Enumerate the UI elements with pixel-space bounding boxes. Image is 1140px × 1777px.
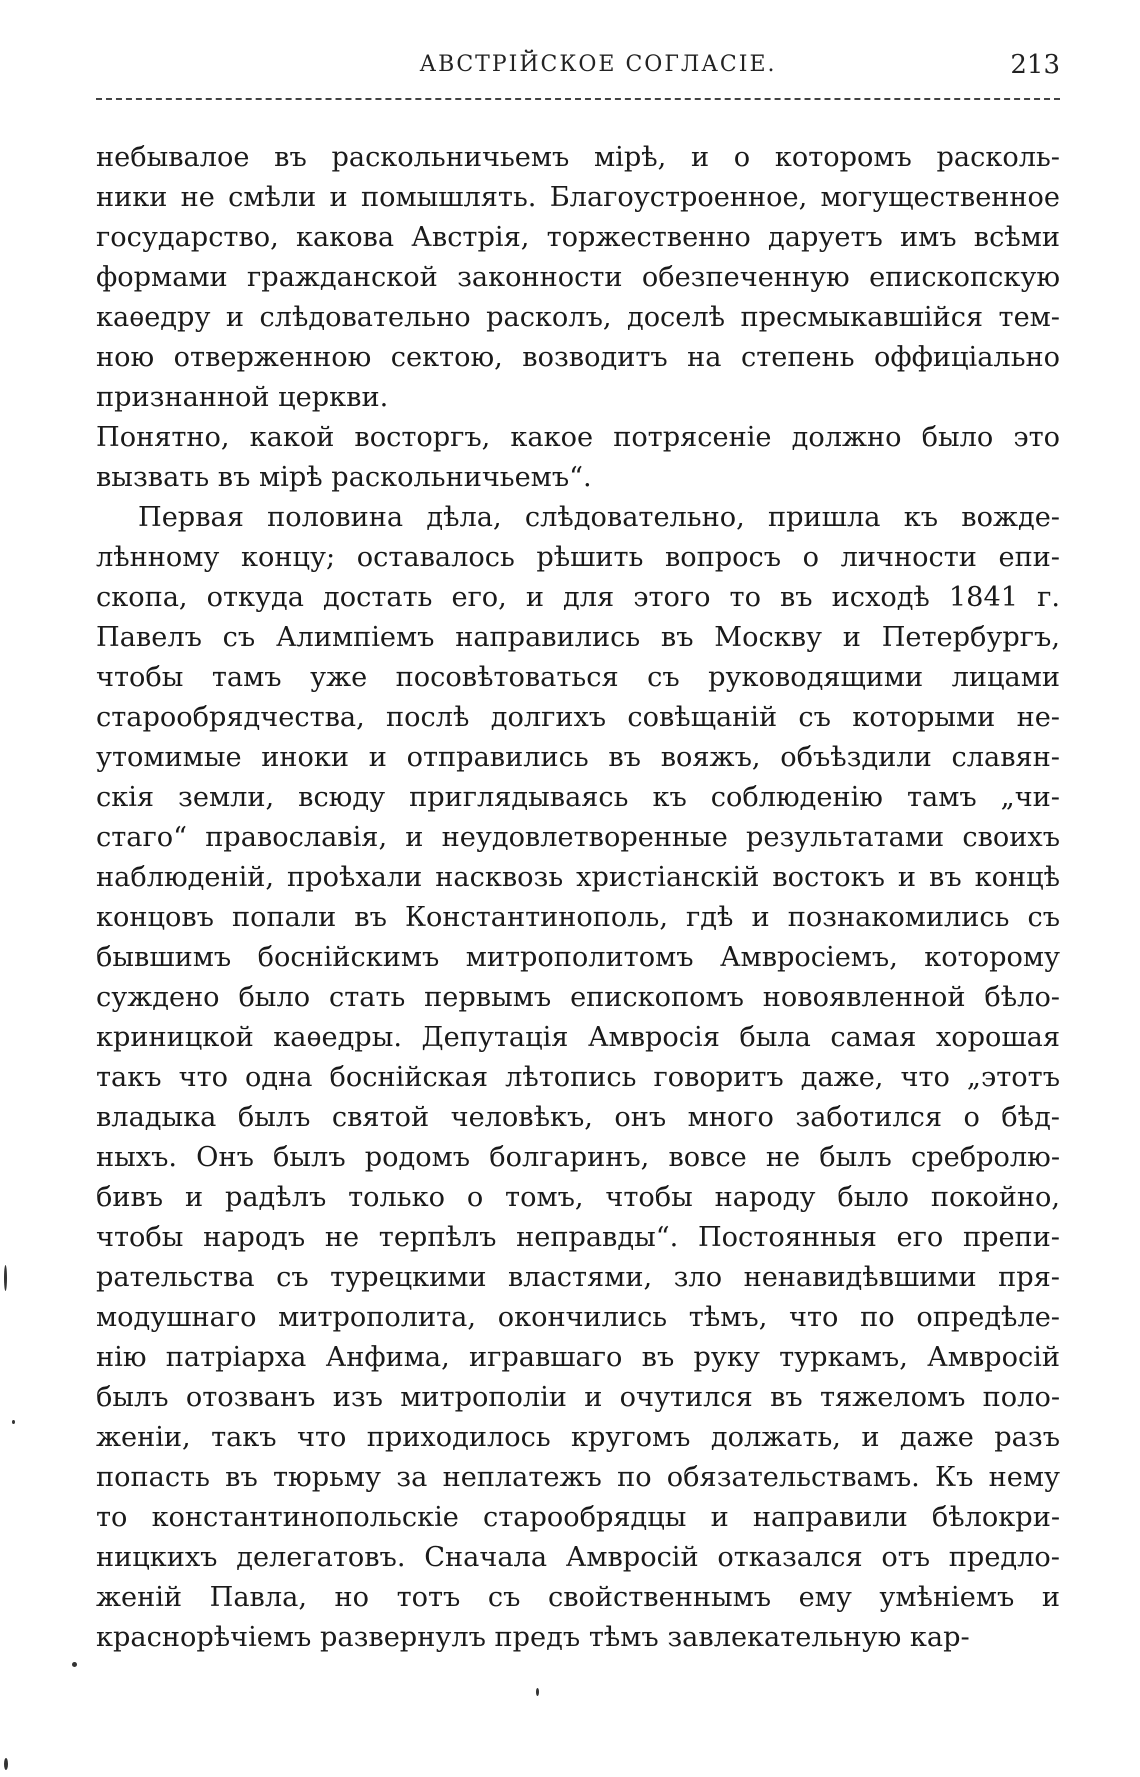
text-line: утомимые иноки и отправились въ вояжъ, объѣздили славян- — [96, 742, 1060, 773]
text-line: ною отверженною сектою, возводитъ на степень оффиціально — [96, 342, 1060, 373]
header-rule — [96, 98, 1060, 100]
text-line: Павелъ съ Алимпіемъ направились въ Москву и Петербургъ, — [96, 622, 1060, 653]
text-line: попасть въ тюрьму за неплатежъ по обязательствамъ. Къ нему — [96, 1462, 1060, 1493]
body-text — [96, 138, 1060, 1658]
text-line: концовъ попали въ Константинополь, гдѣ и познакомились съ — [96, 902, 1060, 933]
scan-speck — [4, 1265, 7, 1291]
text-line: бывшимъ боснійскимъ митрополитомъ Амвросіемъ, которому — [96, 942, 1060, 973]
scan-speck — [536, 1688, 539, 1696]
text-line: Первая половина дѣла, слѣдовательно, пришла къ вожде- — [138, 502, 1060, 533]
text-line: чтобы народъ не терпѣлъ неправды“. Постоянныя его препи- — [96, 1222, 1060, 1253]
text-line: то константинопольскіе старообрядцы и направили бѣлокри- — [96, 1502, 1060, 1533]
text-line: рательства съ турецкими властями, зло ненавидѣвшими пря- — [96, 1262, 1060, 1293]
text-line: нію патріарха Анфима, игравшаго въ руку туркамъ, Амвросій — [96, 1342, 1060, 1373]
text-line: наблюденій, проѣхали насквозь христіанскій востокъ и въ концѣ — [96, 862, 1060, 893]
scan-speck — [12, 1420, 15, 1424]
text-line: формами гражданской законности обезпеченную епископскую — [96, 262, 1060, 293]
text-line: небывалое въ раскольничьемъ мірѣ, и о которомъ расколь- — [96, 142, 1060, 173]
running-title: АВСТРІЙСКОЕ СОГЛАСІЕ. — [419, 52, 777, 77]
text-line: владыка былъ святой человѣкъ, онъ много заботился о бѣд- — [96, 1102, 1060, 1133]
text-line: женій Павла, но тотъ съ свойственнымъ ему умѣніемъ и — [96, 1582, 1060, 1613]
scan-speck — [72, 1662, 77, 1667]
text-line: чтобы тамъ уже посовѣтоваться съ руководящими лицами — [96, 662, 1060, 693]
text-line: старообрядчества, послѣ долгихъ совѣщаній съ которыми не- — [96, 702, 1060, 733]
text-line: лѣнному концу; оставалось рѣшить вопросъ о личности епи- — [96, 542, 1060, 573]
page-number: 213 — [1010, 50, 1060, 80]
text-line: такъ что одна боснійская лѣтопись говоритъ даже, что „этотъ — [96, 1062, 1060, 1093]
text-line: вызвать въ мірѣ раскольничьемъ“. — [96, 462, 592, 493]
running-head — [96, 52, 1060, 92]
text-line: ныхъ. Онъ былъ родомъ болгаринъ, вовсе не былъ сребролю- — [96, 1142, 1060, 1173]
text-line: краснорѣчіемъ развернулъ предъ тѣмъ завлекательную кар- — [96, 1622, 970, 1653]
scan-speck — [4, 1758, 8, 1770]
paragraph — [96, 138, 1060, 418]
text-line: Понятно, какой восторгъ, какое потрясеніе должно было это — [96, 422, 1060, 453]
paragraph — [96, 418, 1060, 498]
text-line: признанной церкви. — [96, 382, 389, 413]
text-line: ники не смѣли и помышлять. Благоустроенное, могущественное — [96, 182, 1060, 213]
text-line: женіи, такъ что приходилось кругомъ должать, и даже разъ — [96, 1422, 1060, 1453]
text-line: скія земли, всюду приглядываясь къ соблюденію тамъ „чи- — [96, 782, 1060, 813]
text-line: ницкихъ делегатовъ. Сначала Амвросій отказался отъ предло- — [96, 1542, 1060, 1573]
text-line: бивъ и радѣлъ только о томъ, чтобы народу было покойно, — [96, 1182, 1060, 1213]
text-line: каѳедру и слѣдовательно расколъ, доселѣ пресмыкавшійся тем- — [96, 302, 1060, 333]
text-line: скопа, откуда достать его, и для этого то въ исходѣ 1841 г. — [96, 582, 1060, 613]
text-line: стаго“ православія, и неудовлетворенные результатами своихъ — [96, 822, 1060, 853]
paragraph — [96, 498, 1060, 1658]
text-line: былъ отозванъ изъ митрополіи и очутился въ тяжеломъ поло- — [96, 1382, 1060, 1413]
text-line: суждено было стать первымъ епископомъ новоявленной бѣло- — [96, 982, 1060, 1013]
text-line: модушнаго митрополита, окончились тѣмъ, что по опредѣле- — [96, 1302, 1060, 1333]
text-line: криницкой каѳедры. Депутація Амвросія была самая хорошая — [96, 1022, 1060, 1053]
text-line: государство, какова Австрія, торжественно даруетъ имъ всѣми — [96, 222, 1060, 253]
